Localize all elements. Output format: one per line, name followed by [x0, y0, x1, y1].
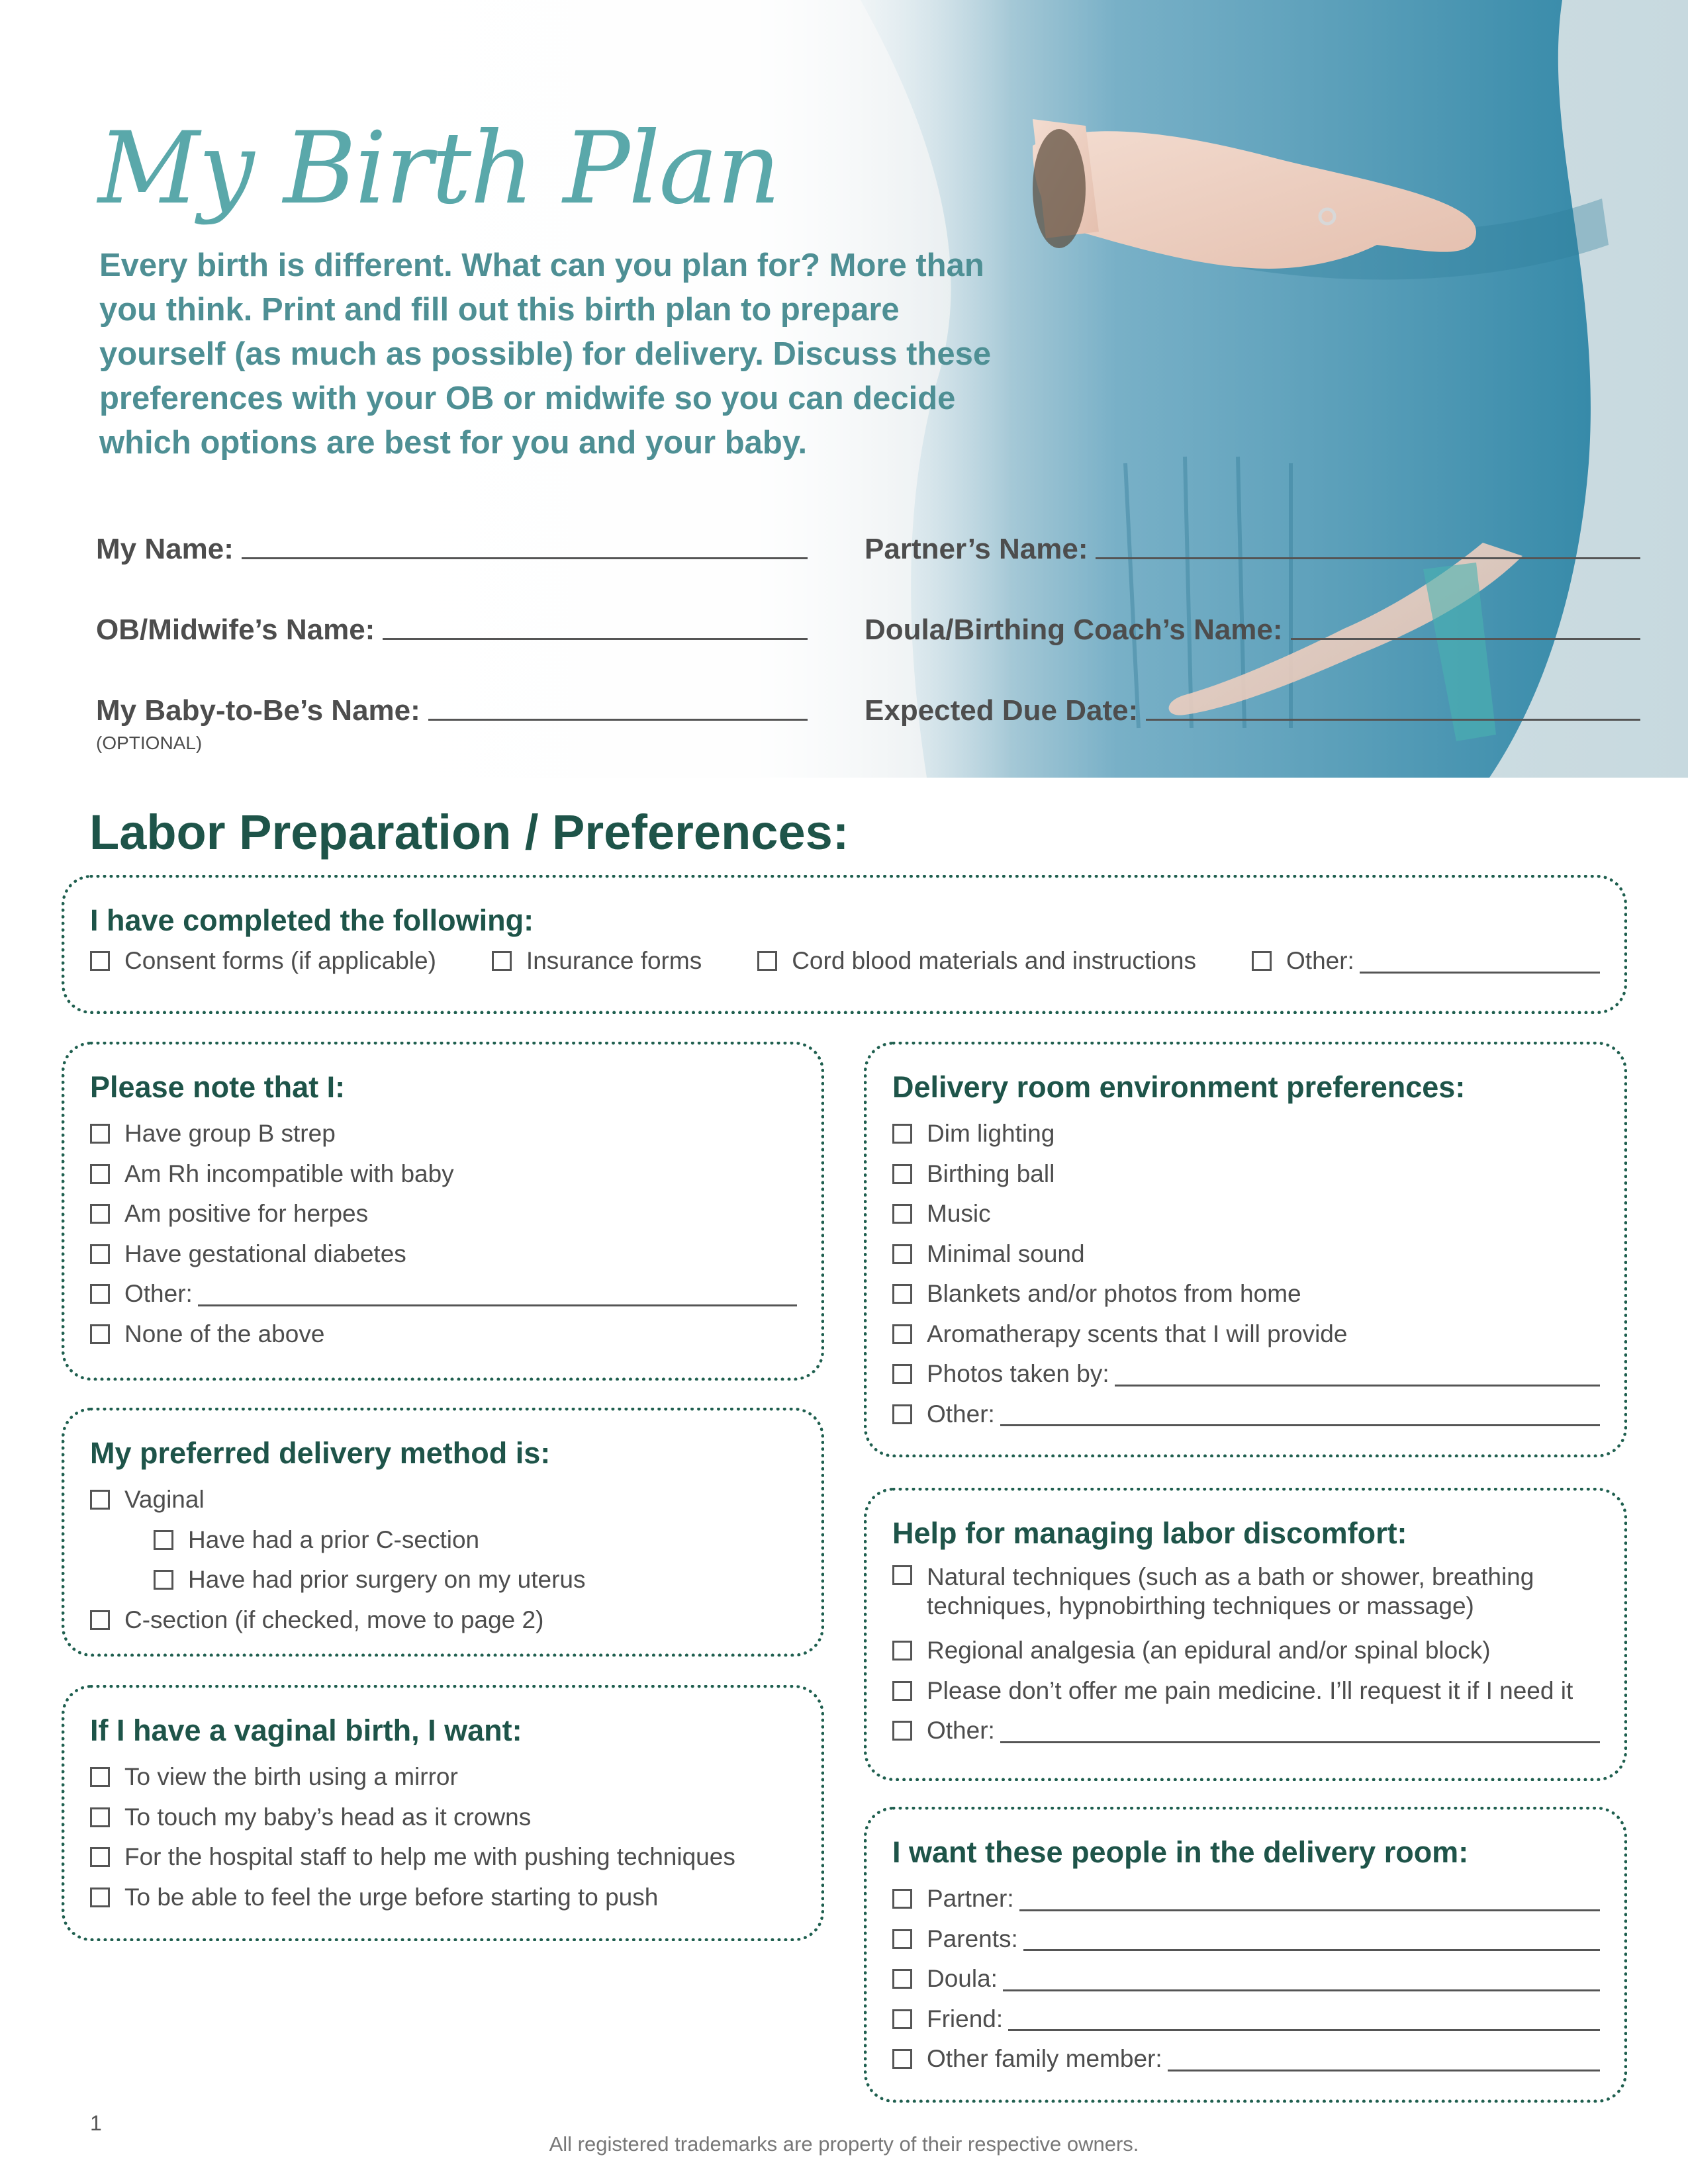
- environment-option[interactable]: [892, 1274, 1600, 1314]
- photos-line[interactable]: [1115, 1362, 1600, 1387]
- name-line[interactable]: [1003, 1967, 1600, 1991]
- people-option[interactable]: [892, 1879, 1600, 1919]
- environment-option[interactable]: [892, 1154, 1600, 1195]
- checkbox[interactable]: [90, 1807, 110, 1827]
- name-line[interactable]: [1023, 1927, 1600, 1951]
- my-name-line[interactable]: [242, 557, 808, 559]
- note-title: Please note that I:: [90, 1070, 346, 1104]
- vaginal-option[interactable]: [90, 1757, 797, 1797]
- note-option-other[interactable]: [90, 1274, 797, 1314]
- note-box: [62, 1042, 824, 1381]
- completed-option[interactable]: [90, 947, 436, 975]
- checkbox[interactable]: [1252, 951, 1272, 971]
- completed-option-other[interactable]: [1252, 947, 1600, 975]
- option-label: To touch my baby’s head as it crowns: [124, 1803, 532, 1831]
- environment-box: [864, 1042, 1627, 1457]
- note-option[interactable]: [90, 1154, 797, 1195]
- option-label: Have group B strep: [124, 1120, 336, 1148]
- intro-text: Every birth is different. What can you plan for? More than you think. Print and fill out this birth plan to prepare yourself (as much as possible) for delivery. Discuss these preferences with your OB or midwife so you can decide which options are best for you and your baby.: [99, 248, 992, 461]
- delivery-method-box: [62, 1408, 824, 1657]
- checkbox[interactable]: [90, 951, 110, 971]
- option-label: Insurance forms: [526, 947, 702, 974]
- checkbox[interactable]: [90, 1847, 110, 1867]
- people-title: I want these people in the delivery room:: [892, 1835, 1469, 1869]
- environment-option[interactable]: [892, 1234, 1600, 1275]
- checkbox[interactable]: [892, 1284, 912, 1304]
- page-title: My Birth Plan: [98, 111, 780, 226]
- name-line[interactable]: [1008, 2007, 1600, 2031]
- environment-title: Delivery room environment preferences:: [892, 1070, 1466, 1104]
- option-label: Have had prior surgery on my uterus: [188, 1566, 586, 1594]
- doula-name-label: Doula/Birthing Coach’s Name:: [865, 614, 1283, 646]
- checkbox[interactable]: [90, 1204, 110, 1224]
- option-label: Parents:: [927, 1925, 1018, 1952]
- ob-name-field[interactable]: [96, 607, 808, 647]
- baby-name-label: My Baby-to-Be’s Name:: [96, 694, 420, 727]
- vaginal-birth-box: [62, 1685, 824, 1941]
- checkbox[interactable]: [892, 1124, 912, 1144]
- checkbox[interactable]: [892, 1681, 912, 1701]
- checkbox[interactable]: [90, 1767, 110, 1787]
- people-option[interactable]: [892, 2039, 1600, 2079]
- option-label: Other family member:: [927, 2045, 1162, 2073]
- option-label: Friend:: [927, 2005, 1004, 2032]
- vaginal-option[interactable]: [90, 1797, 797, 1838]
- completed-option[interactable]: [492, 947, 702, 975]
- discomfort-title: Help for managing labor discomfort:: [892, 1516, 1407, 1550]
- checkbox[interactable]: [892, 1364, 912, 1384]
- checkbox[interactable]: [90, 1164, 110, 1184]
- checkbox[interactable]: [892, 1969, 912, 1989]
- due-date-field[interactable]: [865, 688, 1640, 727]
- ob-name-label: OB/Midwife’s Name:: [96, 614, 375, 646]
- option-label: Aromatherapy scents that I will provide: [927, 1320, 1348, 1347]
- delivery-sub-option[interactable]: [154, 1520, 797, 1561]
- checkbox[interactable]: [892, 1565, 912, 1585]
- option-label: Minimal sound: [927, 1240, 1085, 1267]
- option-label: Consent forms (if applicable): [124, 947, 436, 974]
- checkbox[interactable]: [892, 1244, 912, 1264]
- note-option[interactable]: [90, 1314, 797, 1355]
- checkbox[interactable]: [90, 1244, 110, 1264]
- option-label: Am positive for herpes: [124, 1200, 369, 1228]
- environment-option-other[interactable]: [892, 1394, 1600, 1435]
- checkbox[interactable]: [90, 1324, 110, 1344]
- option-label: None of the above: [124, 1320, 325, 1347]
- option-label: Other:: [1286, 947, 1354, 974]
- people-box: [864, 1807, 1627, 2103]
- checkbox[interactable]: [154, 1570, 173, 1590]
- option-label: Other:: [927, 1400, 995, 1428]
- option-label: Dim lighting: [927, 1120, 1055, 1148]
- people-option[interactable]: [892, 1959, 1600, 1999]
- vaginal-option[interactable]: [90, 1837, 797, 1878]
- checkbox[interactable]: [892, 1164, 912, 1184]
- option-label: Natural techniques (such as a bath or shower, breathing techniques, hypnobirthing techniques or massage): [927, 1563, 1534, 1619]
- option-label: Cord blood materials and instructions: [792, 947, 1197, 974]
- other-line[interactable]: [198, 1282, 797, 1306]
- checkbox[interactable]: [892, 2009, 912, 2029]
- note-option[interactable]: [90, 1194, 797, 1234]
- environment-option[interactable]: [892, 1314, 1600, 1355]
- vaginal-birth-title: If I have a vaginal birth, I want:: [90, 1713, 522, 1747]
- completed-title: I have completed the following:: [90, 903, 534, 937]
- delivery-option[interactable]: [90, 1600, 797, 1641]
- section-title: Labor Preparation / Preferences:: [89, 805, 849, 860]
- checkbox[interactable]: [892, 1324, 912, 1344]
- delivery-sub-option[interactable]: [154, 1560, 797, 1600]
- other-line[interactable]: [1000, 1402, 1600, 1426]
- checkbox[interactable]: [892, 1641, 912, 1661]
- discomfort-box: [864, 1488, 1627, 1781]
- baby-name-optional-note: (OPTIONAL): [96, 733, 203, 753]
- checkbox[interactable]: [90, 1888, 110, 1907]
- option-label: Music: [927, 1200, 991, 1228]
- partner-name-field[interactable]: [865, 526, 1640, 566]
- discomfort-option[interactable]: [892, 1631, 1600, 1671]
- page-number: 1: [90, 2111, 102, 2135]
- environment-option[interactable]: [892, 1114, 1600, 1154]
- vaginal-option[interactable]: [90, 1878, 797, 1918]
- completed-option[interactable]: [757, 947, 1196, 975]
- option-label: Other:: [927, 1717, 995, 1745]
- option-label: To be able to feel the urge before starting to push: [124, 1883, 659, 1911]
- checkbox[interactable]: [892, 1889, 912, 1909]
- option-label: For the hospital staff to help me with pushing techniques: [124, 1843, 735, 1871]
- due-date-line[interactable]: [1146, 719, 1640, 721]
- checkbox[interactable]: [757, 951, 777, 971]
- partner-name-line[interactable]: [1096, 557, 1640, 559]
- option-label: Please don’t offer me pain medicine. I’ll request it if I need it: [927, 1676, 1573, 1704]
- discomfort-option[interactable]: [892, 1671, 1600, 1711]
- checkbox[interactable]: [492, 951, 512, 971]
- option-label: Have gestational diabetes: [124, 1240, 406, 1267]
- checkbox[interactable]: [90, 1284, 110, 1304]
- partner-name-label: Partner’s Name:: [865, 533, 1088, 565]
- option-label: Partner:: [927, 1885, 1014, 1913]
- note-option[interactable]: [90, 1234, 797, 1275]
- discomfort-option-other[interactable]: [892, 1711, 1600, 1751]
- other-line[interactable]: [1360, 949, 1600, 974]
- option-label: Birthing ball: [927, 1160, 1055, 1187]
- ob-name-line[interactable]: [383, 638, 808, 640]
- option-label: Vaginal: [124, 1486, 205, 1514]
- due-date-label: Expected Due Date:: [865, 694, 1139, 727]
- option-label: Other:: [124, 1280, 193, 1308]
- checkbox[interactable]: [154, 1530, 173, 1550]
- other-line[interactable]: [1000, 1719, 1600, 1743]
- checkbox[interactable]: [892, 2049, 912, 2069]
- checkbox[interactable]: [90, 1490, 110, 1510]
- option-label: Doula:: [927, 1965, 998, 1993]
- discomfort-option[interactable]: [892, 1560, 1600, 1621]
- option-label: Have had a prior C-section: [188, 1525, 480, 1553]
- doula-name-field[interactable]: [865, 607, 1640, 647]
- people-option[interactable]: [892, 1919, 1600, 1960]
- option-label: Am Rh incompatible with baby: [124, 1160, 454, 1187]
- my-name-field[interactable]: [96, 526, 808, 566]
- checkbox[interactable]: [892, 1721, 912, 1741]
- completed-options: [90, 947, 1600, 975]
- environment-option-photos[interactable]: [892, 1354, 1600, 1394]
- completed-box: [62, 875, 1627, 1014]
- checkbox[interactable]: [90, 1610, 110, 1630]
- checkbox[interactable]: [892, 1404, 912, 1424]
- option-label: Blankets and/or photos from home: [927, 1280, 1301, 1308]
- note-option[interactable]: [90, 1114, 797, 1154]
- environment-option[interactable]: [892, 1194, 1600, 1234]
- option-label: To view the birth using a mirror: [124, 1763, 458, 1791]
- option-label: C-section (if checked, move to page 2): [124, 1606, 544, 1633]
- baby-name-field[interactable]: [96, 688, 808, 727]
- option-label: Photos taken by:: [927, 1360, 1109, 1388]
- checkbox[interactable]: [90, 1124, 110, 1144]
- delivery-option[interactable]: [90, 1480, 797, 1520]
- checkbox[interactable]: [892, 1929, 912, 1949]
- name-line[interactable]: [1168, 2047, 1600, 2071]
- checkbox[interactable]: [892, 1204, 912, 1224]
- delivery-method-title: My preferred delivery method is:: [90, 1436, 551, 1470]
- footer-trademark: All registered trademarks are property of their respective owners.: [549, 2132, 1139, 2156]
- my-name-label: My Name:: [96, 533, 234, 565]
- name-line[interactable]: [1019, 1887, 1600, 1911]
- people-option[interactable]: [892, 1999, 1600, 2040]
- doula-name-line[interactable]: [1291, 638, 1640, 640]
- option-label: Regional analgesia (an epidural and/or spinal block): [927, 1637, 1491, 1664]
- baby-name-line[interactable]: [428, 719, 808, 721]
